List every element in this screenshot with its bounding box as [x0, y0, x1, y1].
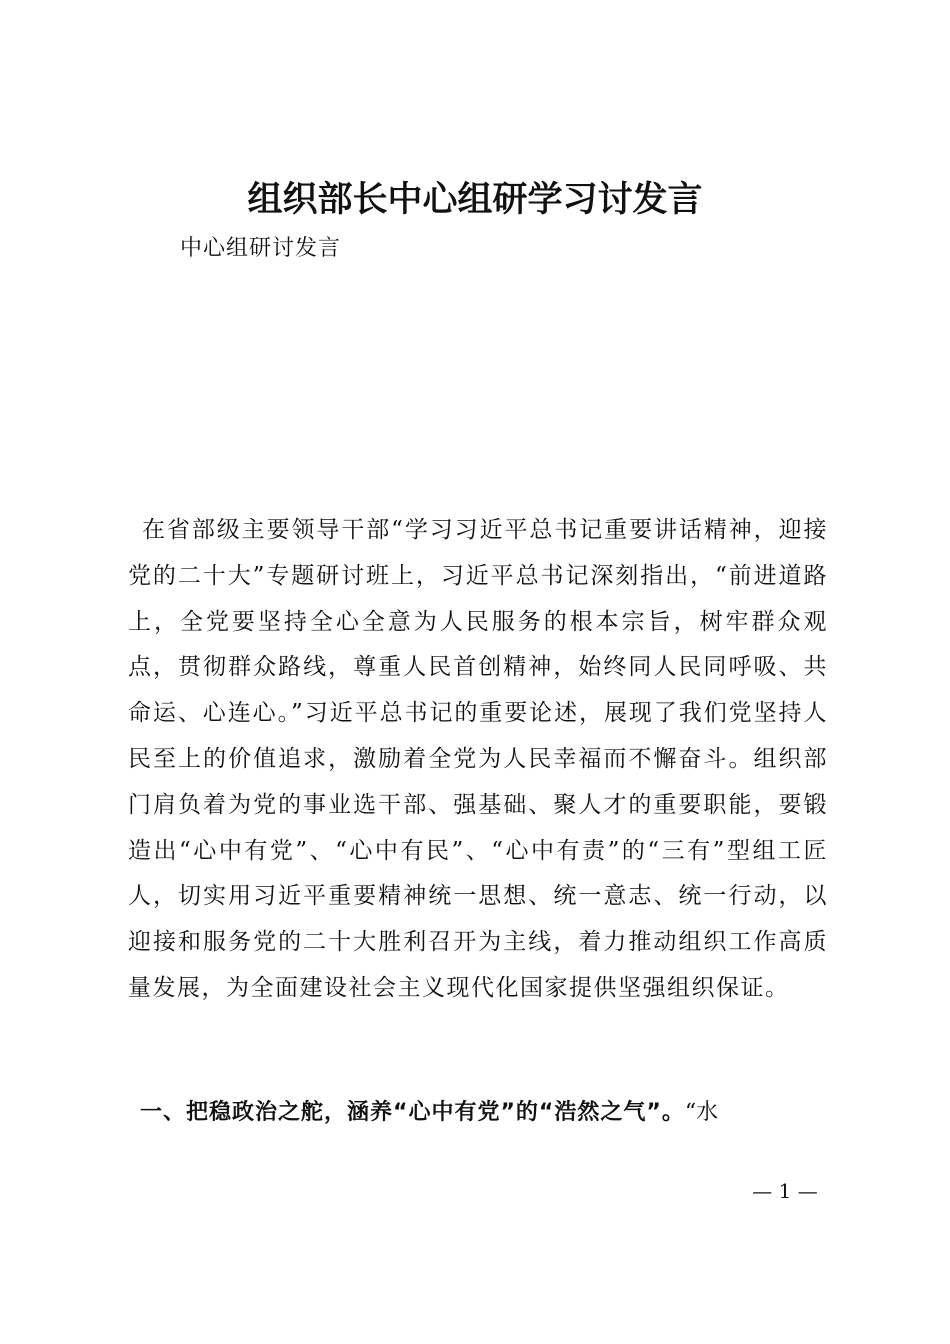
section-heading-line [140, 1093, 840, 1133]
body-paragraph: 在省部级主要领导干部“学习习近平总书记重要讲话精神，迎接党的二十大”专题研讨班上，习近平总书记深刻指出，“前进道路上，全党要坚持全心全意为人民服务的根本宗旨，树牢群众观点，贯彻群众路线，尊重人民首创精神，始终同人民同呼吸、共命运、心连心。”习近平总书记的重要论述，展现了我们党坚持人民至上的价值追求，激励着全党为人民幸福而不懈奋斗。组织部门肩负着为党的事业选干部、强基础、聚人才的重要职能，要锻造出“心中有党”、“心中有民”、“心中有责”的“三有”型组工匠人，切实用习近平重要精神统一思想、统一意志、统一行动，以迎接和服务党的二十大胜利召开为主线，着力推动组织工作高质量发展，为全面建设社会主义现代化国家提供坚强组织保证。 [128, 517, 828, 1001]
document-subtitle: 中心组研讨发言 [180, 236, 342, 261]
section-heading: 一、把稳政治之舵，涵养“心中有党”的“浩然之气”。 [140, 1100, 685, 1125]
document-title: 组织部长中心组研学习讨发言 [247, 179, 703, 220]
page-number: — 1 — [752, 1179, 818, 1203]
section-heading-trail: “水 [684, 1100, 719, 1125]
